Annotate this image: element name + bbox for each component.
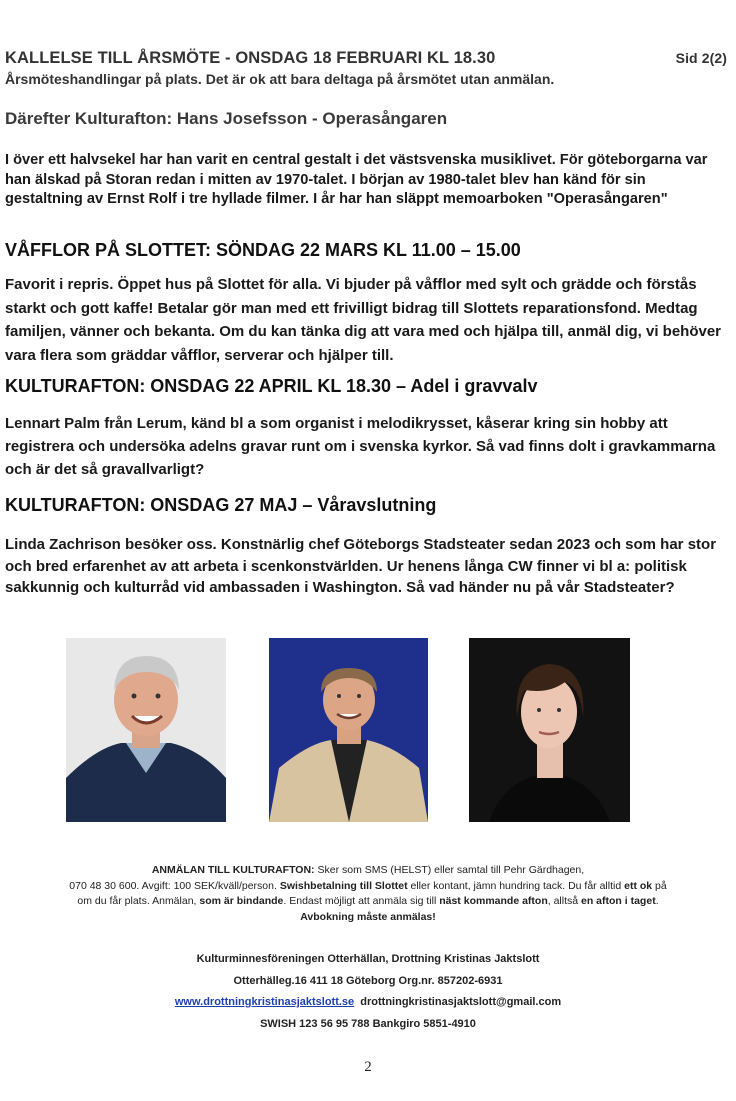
anmalan-swish: Swishbetalning till Slottet bbox=[279, 879, 408, 892]
section-text-april: Lennart Palm från Lerum, känd bl a som organist i melodikrysset, kåserar kring sin hobby att registrera och undersöka adelns gravar runt om i svenska kyrkor. Så vad finns dolt i gravkammarna och är det så gravallvarligt? bbox=[5, 415, 716, 478]
anmalan-line-4 bbox=[0, 910, 736, 926]
anmalan-pa: på bbox=[652, 879, 667, 892]
anmalan-line-1 bbox=[0, 863, 736, 879]
kulturafton-intro-heading: Därefter Kulturafton: Hans Josefsson - Operasångaren bbox=[5, 109, 448, 128]
anmalan-label: ANMÄLAN TILL KULTURAFTON: bbox=[151, 864, 315, 876]
website-link[interactable]: www.drottningkristinasjaktslott.se bbox=[174, 996, 355, 1008]
section-text-maj: Linda Zachrison besöker oss. Konstnärlig chef Göteborgs Stadsteater sedan 2023 och som har stor och bred erfarenhet av att arbeta i scenkonstvärlden. Ur henens långa CW finner vi bl a: politisk sakkunnig och kulturråd vid ambassaden i Washington. Så vad händer nu på vår Stadsteater? bbox=[5, 536, 717, 596]
anmalan-line-3 bbox=[0, 894, 736, 910]
section-text-vafflor: Favorit i repris. Öppet hus på Slottet för alla. Vi bjuder på våfflor med sylt och grädde och förstås starkt och gott kaffe! Betalar gör man med ett frivilligt bidrag till Slottets reparationsfond. Medtag familjen, vänner och bekanta. Om du kan tänka dig att vara med och hjälpa till, anmäl dig, vi behöver vara flera som gräddar våfflor, serverar och hjälper till. bbox=[5, 276, 722, 364]
page-subtitle: Årsmöteshandlingar på plats. Det är ok att bara deltaga på årsmötet utan anmälan. bbox=[5, 71, 555, 87]
organization-name: Kulturminnesföreningen Otterhällan, Drottning Kristinas Jaktslott bbox=[196, 953, 540, 965]
anmalan-bindande: som är bindande bbox=[199, 895, 284, 907]
hans-josefsson-description: I över ett halvsekel har han varit en central gestalt i det västsvenska musiklivet. För göteborgarna var han älskad på Storan redan i mitten av 1970-talet. I början av 1980-talet blev han känd för sin gestaltning av Ernst Rolf i tre hyllade filmer. I år har han släppt memoarboken "Operasångaren" bbox=[5, 152, 708, 207]
page-label: Sid 2(2) bbox=[675, 50, 727, 66]
organization-payment: SWISH 123 56 95 788 Bankgiro 5851-4910 bbox=[260, 1018, 476, 1030]
anmalan-ett-ok: ett ok bbox=[624, 879, 653, 892]
organization-address: Otterhälleg.16 411 18 Göteborg Org.nr. 857202-6931 bbox=[233, 975, 503, 987]
anmalan-line-2 bbox=[0, 879, 736, 895]
page-number: 2 bbox=[364, 1059, 372, 1075]
anmalan-text-1: Sker som SMS (HELST) eller samtal till Pehr Gärdhagen, bbox=[314, 864, 585, 876]
page-title bbox=[5, 49, 727, 68]
email-address[interactable]: drottningkristinasjaktslott@gmail.com bbox=[360, 996, 562, 1008]
anmalan-en-afton: en afton i taget bbox=[581, 895, 656, 907]
anmalan-line3b: . Endast möjligt att anmäla sig till bbox=[283, 895, 440, 907]
section-heading-maj: KULTURAFTON: ONSDAG 27 MAJ – Våravslutning bbox=[5, 495, 437, 515]
anmalan-after-swish: eller kontant, jämn hundring tack. Du får alltid bbox=[407, 879, 625, 892]
anmalan-avgift: Avgift: 100 SEK/kväll/person. bbox=[139, 879, 280, 892]
anmalan-line3d: . bbox=[655, 895, 659, 907]
page-title-text: KALLELSE TILL ÅRSMÖTE - ONSDAG 18 FEBRUARI KL 18.30 bbox=[5, 49, 496, 67]
section-heading-april: KULTURAFTON: ONSDAG 22 APRIL KL 18.30 – Adel i gravvalv bbox=[5, 376, 538, 396]
section-heading-vafflor: VÅFFLOR PÅ SLOTTET: SÖNDAG 22 MARS KL 11.00 – 15.00 bbox=[5, 240, 521, 260]
anmalan-avbokning: Avbokning måste anmälas! bbox=[300, 910, 436, 923]
anmalan-line3a: om du får plats. Anmälan, bbox=[77, 895, 200, 907]
anmalan-nast-kommande: näst kommande afton bbox=[439, 895, 548, 907]
photo-lennart-palm bbox=[269, 638, 428, 822]
photo-hans-josefsson bbox=[66, 638, 226, 822]
anmalan-info bbox=[0, 863, 736, 925]
organization-contact bbox=[0, 996, 736, 1008]
anmalan-line3c: , alltså bbox=[547, 895, 582, 907]
anmalan-phone: 070 48 30 600. bbox=[69, 879, 140, 892]
photo-linda-zachrison bbox=[469, 638, 630, 822]
